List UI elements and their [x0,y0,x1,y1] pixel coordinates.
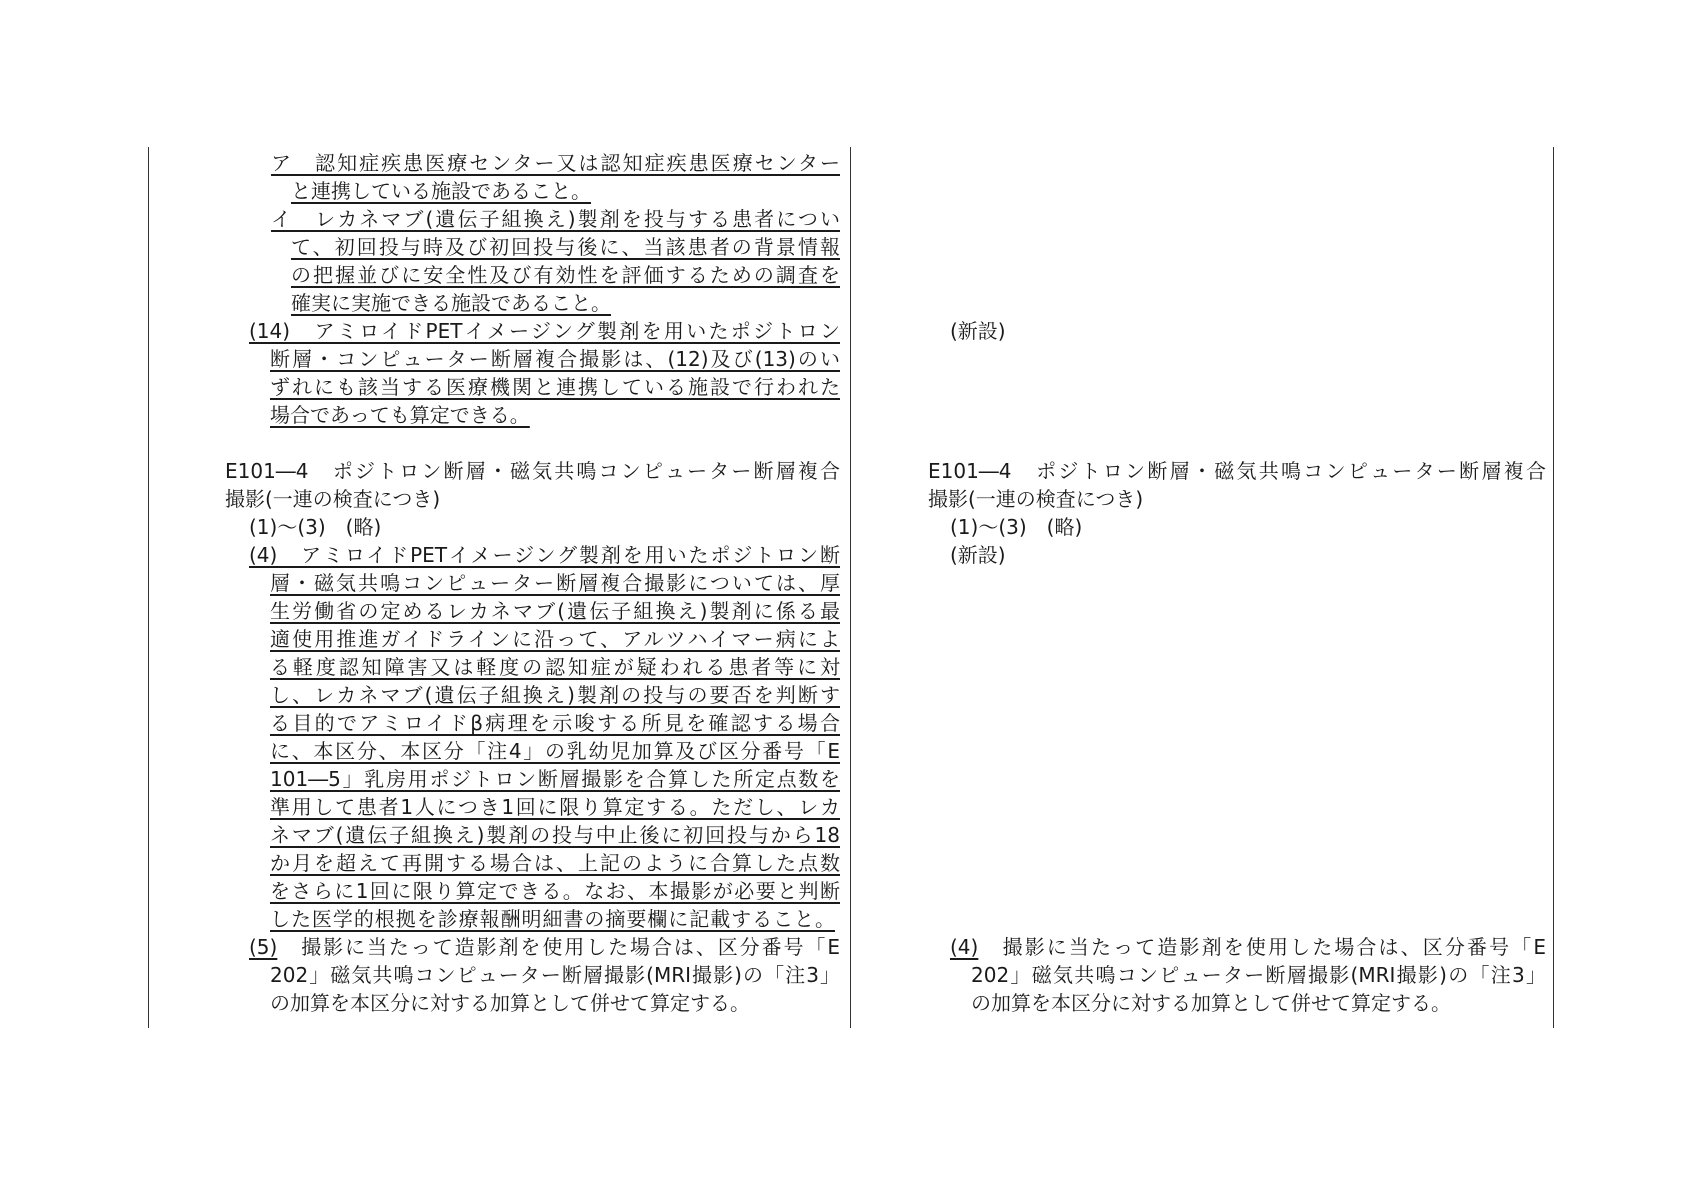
left-text-line-content: と連携している施設であること。 [291,179,591,203]
left-text-line [270,625,840,653]
right-text-line [950,933,1546,961]
table-border-right [1553,147,1554,1028]
left-text-line [225,485,475,513]
left-text-line [291,289,641,317]
left-text-line-content: イ レカネマブ(遺伝子組換え)製剤を投与する患者につい [271,207,840,231]
left-text-line-content: 断層・コンピューター断層複合撮影は、(12)及び(13)のい [270,347,840,371]
left-text-line [249,317,840,345]
left-text-line-content: 準用して患者1人につき1回に限り算定する。ただし、レカ [270,795,840,819]
right-text-line-content: 撮影(一連の検査につき) [928,487,1144,511]
left-text-line-content: 生労働省の定めるレカネマブ(遺伝子組換え)製剤に係る最 [270,599,840,623]
left-text-line-content: の加算を本区分に対する加算として併せて算定する。 [270,991,750,1015]
left-text-line [270,737,840,765]
left-text-line [249,933,840,961]
left-text-line-content: 層・磁気共鳴コンピューター断層複合撮影については、厚 [270,571,840,595]
left-text-line [270,821,840,849]
left-text-line-content: て、初回投与時及び初回投与後に、当該患者の背景情報 [291,235,840,259]
left-text-line [270,989,790,1017]
left-text-line [270,681,840,709]
left-text-line-content: (5) 撮影に当たって造影剤を使用した場合は、区分番号「E [249,935,840,959]
left-text-line [270,401,555,429]
left-text-line [270,569,840,597]
right-text-line-content: (新設) [950,543,1006,567]
left-text-line [270,793,840,821]
left-text-line [270,905,835,933]
left-text-line-content: の把握並びに安全性及び有効性を評価するための調査を [291,263,840,287]
right-text-line-content: (1)～(3) (略) [950,515,1083,539]
right-text-line [950,513,1130,541]
right-item-number: (4) [950,935,979,959]
left-text-line [270,373,840,401]
right-text-line [950,541,1050,569]
left-text-line-content: 確実に実施できる施設であること。 [291,291,611,315]
left-text-line-content: 場合であっても算定できる。 [270,403,530,427]
left-text-line [225,457,840,485]
left-text-line-content: (14) アミロイドPETイメージング製剤を用いたポジトロン [249,319,840,343]
left-text-line-content: 202」磁気共鳴コンピューター断層撮影(MRI撮影)の「注3」 [270,963,840,987]
left-text-line-content: ネマブ(遺伝子組換え)製剤の投与中止後に初回投与から18 [270,823,840,847]
left-text-line [291,233,840,261]
right-text-line-content: (新設) [950,319,1006,343]
right-text-line-content: 202」磁気共鳴コンピューター断層撮影(MRI撮影)の「注3」 [971,963,1546,987]
right-text-line [971,989,1491,1017]
left-text-line [270,709,840,737]
table-border-left [148,147,149,1028]
left-text-line [249,513,429,541]
right-text-line [971,961,1546,989]
right-text-line-content: E101―4 ポジトロン断層・磁気共鳴コンピューター断層複合 [928,459,1546,483]
left-text-line-content: 撮影(一連の検査につき) [225,487,441,511]
right-text-line [928,485,1178,513]
left-text-line-content: し、レカネマブ(遺伝子組換え)製剤の投与の要否を判断す [270,683,840,707]
left-text-line-content: る目的でアミロイドβ病理を示唆する所見を確認する場合 [270,711,840,735]
left-text-line [270,597,840,625]
left-text-line-content: (1)～(3) (略) [249,515,382,539]
table-column-divider [850,147,851,1028]
left-text-line-content: か月を超えて再開する場合は、上記のように合算した点数 [270,851,840,875]
left-text-line-content: 101―5」乳房用ポジトロン断層撮影を合算した所定点数を [270,767,840,791]
left-text-line [270,961,840,989]
left-text-line [270,653,840,681]
left-text-line-content: (4) アミロイドPETイメージング製剤を用いたポジトロン断 [249,543,840,567]
left-text-line [271,149,840,177]
right-text-line-content: の加算を本区分に対する加算として併せて算定する。 [971,991,1451,1015]
left-text-line-content: る軽度認知障害又は軽度の認知症が疑われる患者等に対 [270,655,840,679]
left-text-line [249,541,840,569]
left-text-line-content: ずれにも該当する医療機関と連携している施設で行われた [270,375,840,399]
right-text-line [950,317,1050,345]
left-text-line-content: E101―4 ポジトロン断層・磁気共鳴コンピューター断層複合 [225,459,840,483]
left-text-line [270,849,840,877]
left-text-line-content: に、本区分、本区分「注4」の乳幼児加算及び区分番号「E [270,739,840,763]
left-text-line [270,877,840,905]
left-item-number: (5) [249,935,278,959]
left-text-line-content: した医学的根拠を診療報酬明細書の摘要欄に記載すること。 [270,907,835,931]
right-text-line-content: (4) 撮影に当たって造影剤を使用した場合は、区分番号「E [950,935,1546,959]
right-text-line [928,457,1546,485]
left-text-line [271,205,840,233]
left-text-line [291,177,620,205]
left-text-line [270,345,840,373]
left-text-line [291,261,840,289]
left-text-line-content: をさらに1回に限り算定できる。なお、本撮影が必要と判断 [270,879,840,903]
left-text-line-content: 適使用推進ガイドラインに沿って、アルツハイマー病によ [270,627,840,651]
left-text-line [270,765,840,793]
left-text-line-content: ア 認知症疾患医療センター又は認知症疾患医療センター [271,151,840,175]
